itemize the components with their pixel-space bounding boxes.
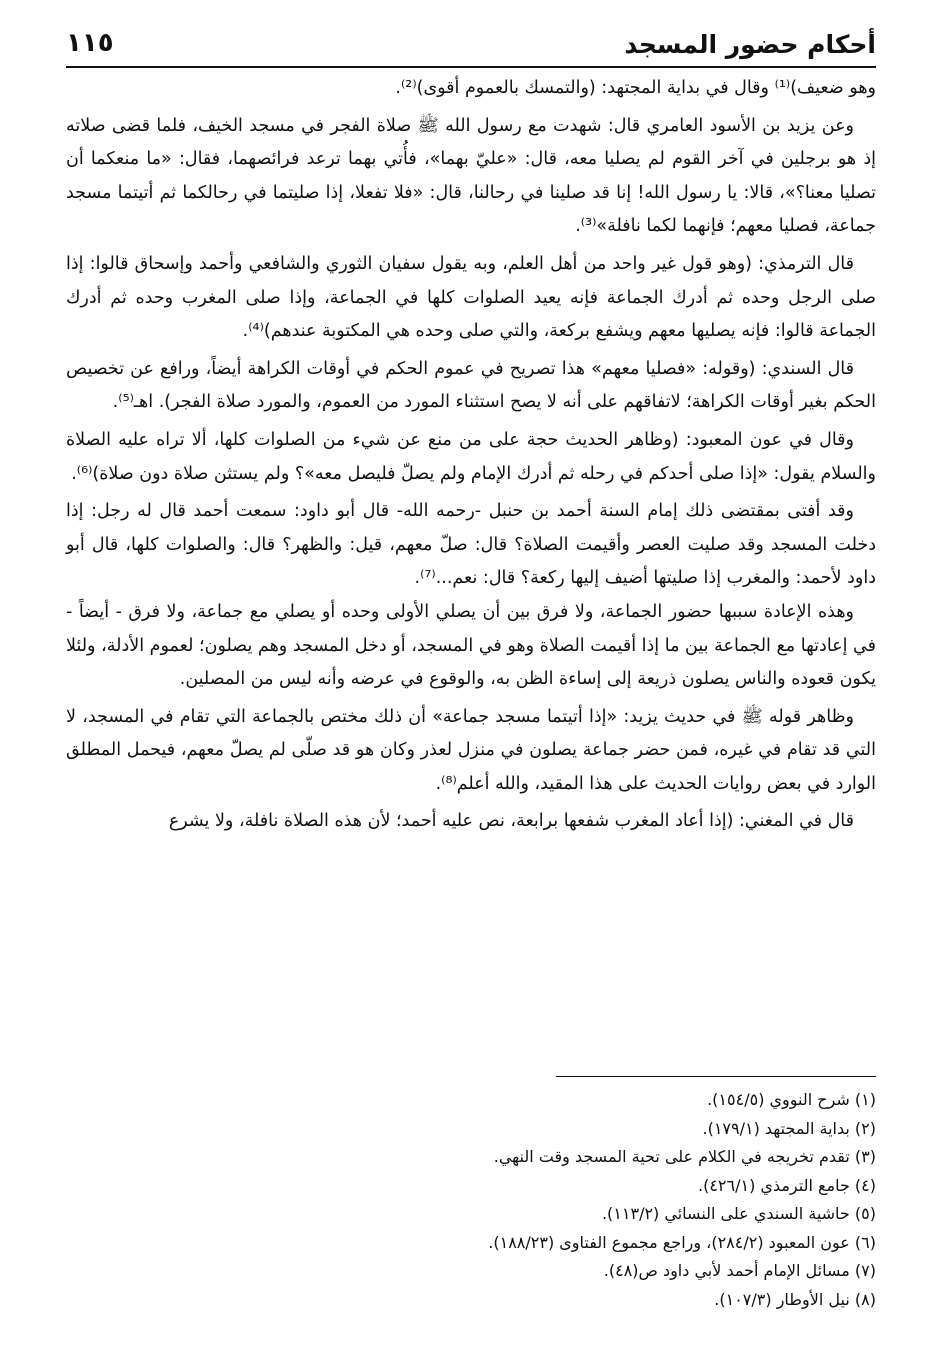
footnotes (66, 1086, 876, 1314)
paragraph-1: وهو ضعيف)⁽¹⁾ وقال في بداية المجتهد: (والتمسك بالعموم أقوى)⁽²⁾. (395, 78, 876, 98)
paragraph-4: قال السندي: (وقوله: «فصليا معهم» هذا تصريح في عموم الحكم في أوقات الكراهة أيضاً، ورافع عن تخصيص الحكم بغير أوقات الكراهة؛ لاتفاقهم على أنه لا يصح استثناء المورد من العموم، والمورد صلاة الفجر). اهـ⁽⁵⁾. (66, 358, 876, 413)
paragraph-2: وعن يزيد بن الأسود العامري قال: شهدت مع رسول الله ﷺ صلاة الفجر في مسجد الخيف، فلما قضى صلاته إذ هو برجلين في آخر القوم لم يصليا معه، قال: «عليّ بهما»، فأُتي بهما ترعد فرائصهما، فقال: «ما منعكما أن تصليا معنا؟»، قالا: يا رسول الله! إنا قد صلينا في رحالنا، قال: «فلا تفعلا، إذا صليتما في رحالكما ثم أتيتما مسجد جماعة، فصليا معهم؛ فإنهما لكما نافلة»⁽³⁾. (66, 115, 876, 237)
header-rule (66, 66, 876, 68)
running-header (66, 24, 876, 68)
paragraph-3: قال الترمذي: (وهو قول غير واحد من أهل العلم، وبه يقول سفيان الثوري والشافعي وأحمد وإسحاق قالوا: إذا صلى الرجل وحده ثم أدرك الجماعة فإنه يعيد الصلوات كلها في الجماعة، وإذا صلى المغرب وحده ثم أدرك الجماعة قالوا: فإنه يصليها معهم ويشفع بركعة، والتي صلى وحده هي المكتوبة عندهم)⁽⁴⁾. (66, 253, 876, 342)
paragraph-8: وظاهر قوله ﷺ في حديث يزيد: «إذا أتيتما مسجد جماعة» أن ذلك مختص بالجماعة التي تقام في المسجد، لا التي قد تقام في غيره، فمن حضر جماعة يصلون في منزل لعذر وكان هو قد صلّى لم يصلّ معهم، فيحمل المطلق الوارد في بعض روايات الحديث على هذا المقيد، والله أعلم⁽⁸⁾. (66, 706, 876, 794)
footnote-5: (٥) حاشية السندي على النسائي (١١٣/٢). (601, 1204, 876, 1223)
footnote-6: (٦) عون المعبود (٢٨٤/٢)، وراجع مجموع الفتاوى (١٨٨/٢٣). (488, 1232, 876, 1252)
footnote-4: (٤) جامع الترمذي (٤٢٦/١). (698, 1175, 876, 1195)
running-title: أحكام حضور المسجد (624, 30, 876, 59)
footnote-8: (٨) نيل الأوطار (١٠٧/٣). (714, 1289, 876, 1309)
page-number: ١١٥ (66, 28, 114, 58)
paragraph-5: وقال في عون المعبود: (وظاهر الحديث حجة على من منع عن شيء من الصلوات كلها، ألا تراه عليه الصلاة والسلام يقول: «إذا صلى أحدكم في رحله ثم أدرك الإمام ولم يصلّ فليصل معه»؟ ولم يستثن صلاة دون صلاة)⁽⁶⁾. (66, 429, 876, 484)
paragraph-7: وهذه الإعادة سببها حضور الجماعة، ولا فرق بين أن يصلي الأولى وحده أو يصلي مع جماعة، ولا فرق - أيضاً - في إعادتها مع الجماعة بين ما إذا أقيمت الصلاة وهو في المسجد، أو دخل المسجد وهم يصلون؛ لعموم الأدلة، ولئلا يكون قعوده والناس يصلون ذريعة إلى إساءة الظن به، والوقوع في عرضه وأنه ليس من المصلين. (66, 601, 876, 690)
footnote-2: (٢) بداية المجتهد (١٧٩/١). (702, 1118, 876, 1138)
footnote-7: (٧) مسائل الإمام أحمد لأبي داود ص(٤٨). (603, 1261, 876, 1280)
footnote-1: (١) شرح النووي (١٥٤/٥). (707, 1090, 876, 1109)
body-text (66, 72, 876, 839)
footnote-separator (556, 1076, 876, 1077)
paragraph-9: قال في المغني: (إذا أعاد المغرب شفعها برابعة، نص عليه أحمد؛ لأن هذه الصلاة نافلة، ولا يشرع (168, 811, 854, 832)
paragraph-6: وقد أفتى بمقتضى ذلك إمام السنة أحمد بن حنبل -رحمه الله- قال أبو داود: سمعت أحمد قال له رجل: إذا دخلت المسجد وقد صليت العصر وأقيمت الصلاة؟ قال: صلّ معهم، قيل: والظهر؟ قال: والصلوات كلها، قال أبو داود لأحمد: والمغرب إذا صليتها أضيف إليها ركعة؟ قال: نعم...⁽⁷⁾. (66, 501, 876, 589)
footnote-3: (٣) تقدم تخريجه في الكلام على تحية المسجد وقت النهي. (493, 1147, 876, 1166)
